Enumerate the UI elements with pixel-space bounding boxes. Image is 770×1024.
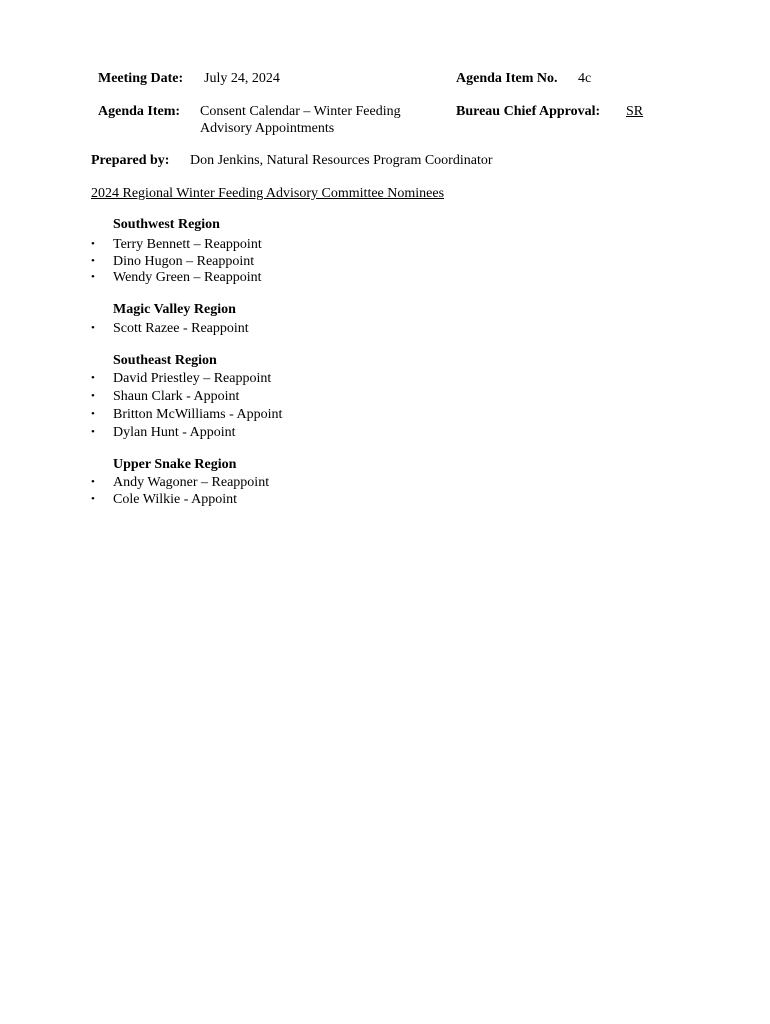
bullet-icon: • xyxy=(91,476,95,488)
list-item xyxy=(91,406,282,423)
bullet-icon: • xyxy=(91,493,95,505)
nominee-text: Terry Bennett – Reappoint xyxy=(113,237,262,252)
agenda-item-label: Agenda Item: xyxy=(98,104,181,119)
agenda-item-no-value: 4c xyxy=(578,71,592,86)
nominee-text: Scott Razee - Reappoint xyxy=(113,321,249,336)
list-item xyxy=(91,236,262,253)
list-item xyxy=(91,424,236,441)
nominee-text: Dino Hugon – Reappoint xyxy=(113,254,255,269)
bullet-icon: • xyxy=(91,322,95,334)
nominee-text: Wendy Green – Reappoint xyxy=(113,270,262,285)
bullet-icon: • xyxy=(91,372,95,384)
meeting-date-value: July 24, 2024 xyxy=(204,71,280,86)
bullet-icon: • xyxy=(91,271,95,283)
list-item xyxy=(91,491,237,508)
nominee-text: Shaun Clark - Appoint xyxy=(113,389,240,404)
section-title: 2024 Regional Winter Feeding Advisory Committee Nominees xyxy=(91,186,445,201)
region-heading-southeast: Southeast Region xyxy=(113,353,217,368)
bullet-icon: • xyxy=(91,238,95,250)
bullet-icon: • xyxy=(91,408,95,420)
agenda-item-value-line2: Advisory Appointments xyxy=(200,121,335,136)
bullet-icon: • xyxy=(91,255,95,267)
nominee-text: Britton McWilliams - Appoint xyxy=(113,407,283,422)
list-item xyxy=(91,253,254,270)
agenda-item-value-line1: Consent Calendar – Winter Feeding xyxy=(200,104,401,119)
list-item xyxy=(91,320,249,337)
list-item xyxy=(91,370,271,387)
nominee-text: Cole Wilkie - Appoint xyxy=(113,492,238,507)
prepared-by-label: Prepared by: xyxy=(91,153,170,168)
nominee-text: Dylan Hunt - Appoint xyxy=(113,425,236,440)
bullet-icon: • xyxy=(91,426,95,438)
list-item xyxy=(91,269,262,286)
region-heading-upper-snake: Upper Snake Region xyxy=(113,457,237,472)
list-item xyxy=(91,474,269,491)
agenda-item-no-label: Agenda Item No. xyxy=(456,71,558,86)
bureau-chief-value: SR xyxy=(626,104,644,119)
nominee-text: David Priestley – Reappoint xyxy=(113,371,272,386)
bureau-chief-label: Bureau Chief Approval: xyxy=(456,104,601,119)
meeting-date-label: Meeting Date: xyxy=(98,71,184,86)
region-heading-magic-valley: Magic Valley Region xyxy=(113,302,236,317)
bullet-icon: • xyxy=(91,390,95,402)
region-heading-southwest: Southwest Region xyxy=(113,217,220,232)
list-item xyxy=(91,388,239,405)
nominee-text: Andy Wagoner – Reappoint xyxy=(113,475,270,490)
prepared-by-value: Don Jenkins, Natural Resources Program Coordinator xyxy=(190,153,493,168)
